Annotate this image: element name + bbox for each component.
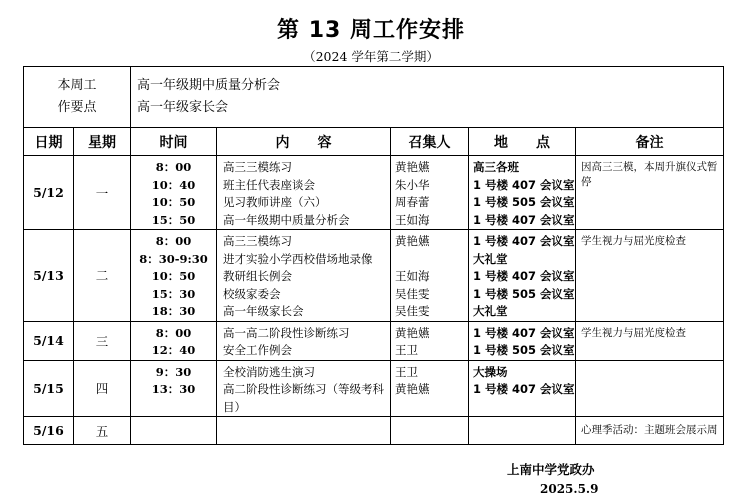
convener-entry: 王卫 (395, 364, 419, 379)
day-note: 因高三三模，本周升旗仪式暂停 (576, 156, 724, 230)
day-contents (217, 360, 391, 417)
time-entry: 8：00 (155, 325, 192, 340)
day-conveners (391, 156, 469, 230)
header-date: 日期 (24, 128, 74, 156)
day-places (469, 156, 576, 230)
content-entry: 高一年级家长会 (223, 304, 304, 318)
day-times (131, 321, 217, 360)
header-weekday: 星期 (74, 128, 131, 156)
place-entry: 1 号楼 505 会议室 (473, 286, 575, 301)
day-weekday: 一 (74, 156, 131, 230)
content-entry: 进才实验小学西校借场地录像 (223, 251, 373, 266)
header-content: 内 容 (217, 128, 391, 156)
header-row (24, 128, 724, 156)
place-entry: 1 号楼 407 会议室 (473, 177, 575, 192)
place-entry: 1 号楼 505 会议室 (473, 195, 575, 209)
focus-label-line2: 作要点 (57, 100, 97, 115)
content-entry: 高一高二阶段性诊断练习 (223, 325, 350, 340)
day-places (469, 360, 576, 417)
day-note (576, 360, 724, 417)
place-entry: 大操场 (473, 364, 508, 379)
convener-entry: 王卫 (395, 343, 419, 357)
issue-date: 2025.5.9 (540, 482, 599, 496)
day-weekday: 二 (74, 230, 131, 322)
time-entry: 10：40 (151, 177, 196, 192)
place-entry: 大礼堂 (473, 251, 508, 266)
header-time: 时间 (131, 128, 217, 156)
content-entry: 高三三模练习 (223, 234, 293, 248)
convener-entry (395, 251, 468, 269)
time-entry: 8：30-9:30 (139, 251, 208, 266)
day-times (131, 156, 217, 230)
content-entry: 高一年级期中质量分析会 (223, 212, 350, 227)
day-date: 5/12 (24, 156, 74, 230)
day-contents (217, 321, 391, 360)
focus-label (24, 67, 131, 128)
day-date: 5/13 (24, 230, 74, 322)
content-entry: 班主任代表座谈会 (223, 177, 316, 192)
content-entry: 教研组长例会 (223, 269, 293, 283)
day-contents (217, 417, 391, 445)
day-note: 学生视力与屈光度检查 (576, 230, 724, 322)
time-entry: 13：30 (151, 382, 196, 396)
place-entry: 大礼堂 (473, 304, 508, 318)
time-entry: 10：50 (151, 195, 196, 209)
day-row (24, 156, 724, 230)
day-date: 5/14 (24, 321, 74, 360)
day-note: 学生视力与屈光度检查 (576, 321, 724, 360)
time-entry: 9：30 (155, 364, 192, 379)
place-entry: 1 号楼 407 会议室 (473, 269, 575, 283)
place-entry: 1 号楼 505 会议室 (473, 343, 575, 357)
day-places (469, 417, 576, 445)
day-conveners (391, 417, 469, 445)
day-conveners (391, 230, 469, 322)
focus-item: 高一年级期中质量分析会 (137, 78, 281, 93)
convener-entry: 黄艳嬿 (395, 160, 430, 174)
place-entry: 1 号楼 407 会议室 (473, 212, 575, 227)
day-weekday: 五 (74, 417, 131, 445)
convener-entry: 黄艳嬿 (395, 234, 430, 248)
header-convener: 召集人 (391, 128, 469, 156)
day-places (469, 230, 576, 322)
convener-entry: 王如海 (395, 212, 430, 227)
time-entry: 12：40 (151, 343, 196, 357)
time-entry: 15：30 (151, 286, 196, 301)
day-conveners (391, 360, 469, 417)
convener-entry: 吴佳雯 (395, 304, 430, 318)
place-entry: 1 号楼 407 会议室 (473, 382, 575, 396)
day-weekday: 三 (74, 321, 131, 360)
focus-label-line1: 本周工 (57, 78, 97, 93)
place-entry: 1 号楼 407 会议室 (473, 325, 575, 340)
page-title: 第 13 周工作安排 (277, 18, 465, 43)
header-place: 地 点 (469, 128, 576, 156)
day-places (469, 321, 576, 360)
time-entry: 18：30 (151, 304, 196, 318)
schedule-table (23, 66, 724, 445)
time-entry: 8：00 (155, 160, 192, 174)
time-entry: 15：50 (151, 212, 196, 227)
convener-entry: 王如海 (395, 269, 430, 283)
content-entry: 全校消防逃生演习 (223, 364, 316, 379)
day-date: 5/15 (24, 360, 74, 417)
content-entry: 见习教师讲座（六） (223, 195, 327, 209)
focus-items (131, 67, 724, 128)
day-conveners (391, 321, 469, 360)
content-entry: 校级家委会 (223, 286, 281, 301)
day-times (131, 417, 217, 445)
convener-entry: 黄艳嬿 (395, 325, 430, 340)
convener-entry: 黄艳嬿 (395, 382, 430, 396)
time-entry: 10：50 (151, 269, 196, 283)
day-date: 5/16 (24, 417, 74, 445)
focus-item: 高一年级家长会 (137, 100, 229, 115)
content-entry: 高三三模练习 (223, 160, 293, 174)
day-row (24, 321, 724, 360)
issuer-office: 上南中学党政办 (507, 462, 595, 477)
day-row (24, 417, 724, 445)
content-entry: 安全工作例会 (223, 343, 293, 357)
day-contents (217, 230, 391, 322)
time-entry: 8：00 (155, 234, 192, 248)
semester-subtitle: （2024 学年第二学期） (303, 49, 439, 64)
focus-row (24, 67, 724, 128)
day-note: 心理季活动：主题班会展示周 (576, 417, 724, 445)
day-times (131, 230, 217, 322)
day-weekday: 四 (74, 360, 131, 417)
header-note: 备注 (576, 128, 724, 156)
convener-entry: 朱小华 (395, 177, 430, 192)
content-entry: 高二阶段性诊断练习（等级考科目） (223, 382, 385, 414)
place-entry: 1 号楼 407 会议室 (473, 234, 575, 248)
day-row (24, 230, 724, 322)
place-entry: 高三各班 (473, 160, 520, 174)
day-contents (217, 156, 391, 230)
convener-entry: 周春蕾 (395, 195, 430, 209)
day-row (24, 360, 724, 417)
day-times (131, 360, 217, 417)
convener-entry: 吴佳雯 (395, 286, 430, 301)
